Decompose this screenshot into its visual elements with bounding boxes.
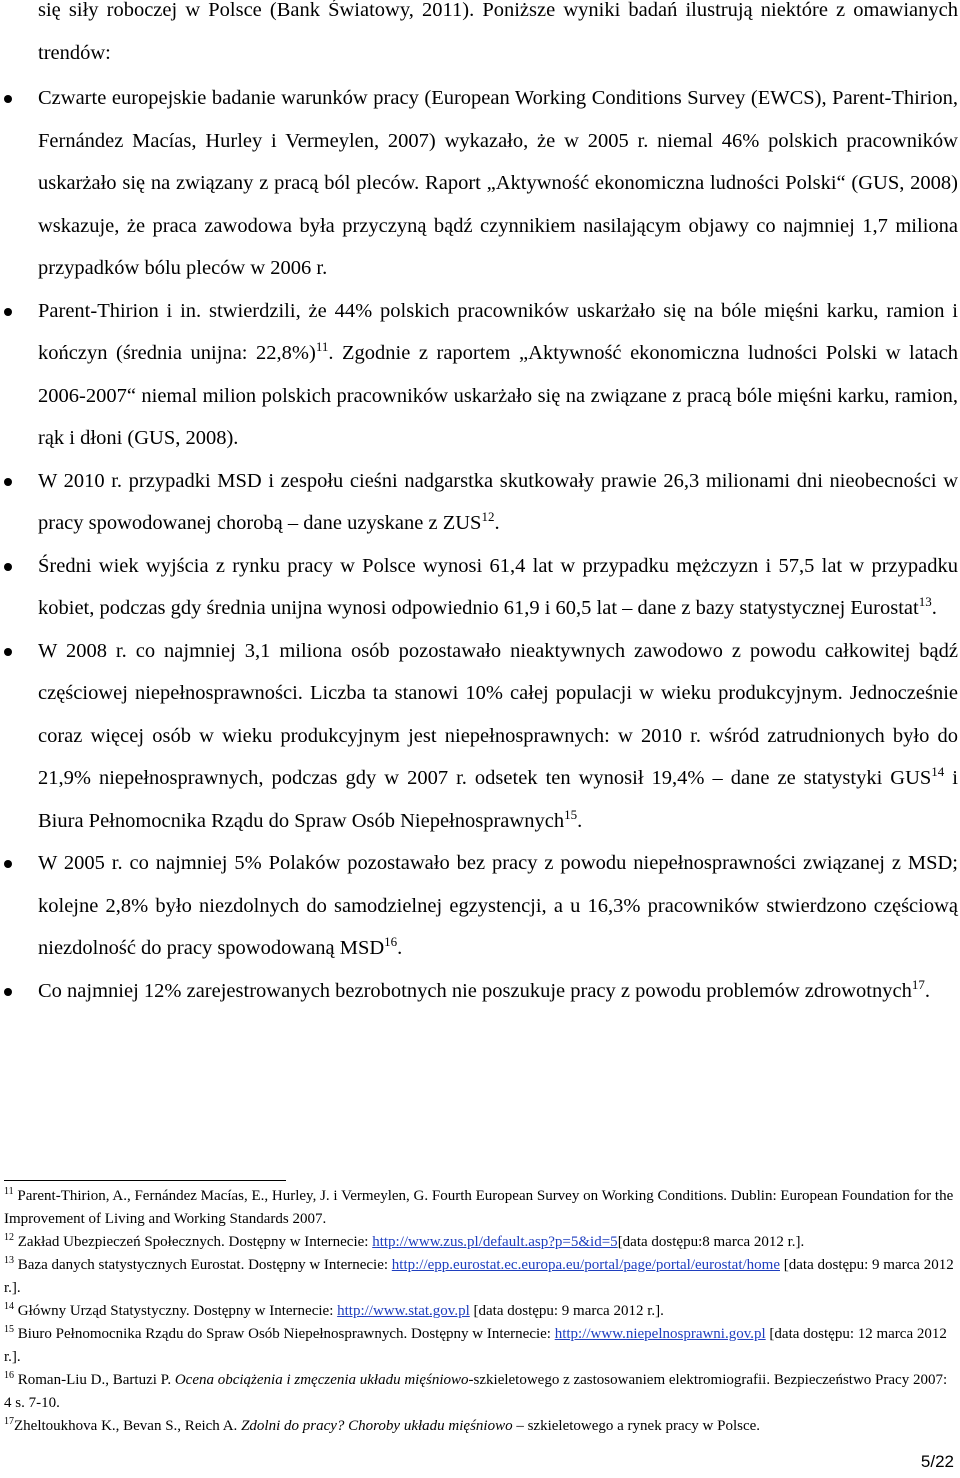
text-run: Czwarte europejskie badanie warunków pracy (European Working Conditions Survey (EWCS), Parent-Thirion, Fernández Macías, Hurley i Vermeylen, 2007) wykazało, że w 2005 r. niemal 46% polskich pracowników uskarżało się na związany z pracą ból pleców. Raport „Aktywność ekonomiczna ludności Polski“ (GUS, 2008) wskazuje, że praca zawodowa była przyczyną bądź czynnikiem nasilającym objawy co najmniej 1,7 miliona przypadków bólu pleców w 2006 r. — [38, 87, 958, 279]
text-run: Główny Urząd Statystyczny. Dostępny w Internecie: — [14, 1303, 338, 1319]
footnote-ref[interactable]: 17 — [911, 976, 925, 992]
bullet-item — [0, 77, 958, 290]
footnote-divider — [4, 1180, 286, 1181]
footnote-ref[interactable]: 16 — [384, 934, 398, 950]
intro-paragraph: się siły roboczej w Polsce (Bank Światowy, 2011). Poniższe wyniki badań ilustrują niektóre z omawianych trendów: — [38, 0, 958, 64]
text-run: i Biura Pełnomocnika Rządu do Spraw Osób Niepełnosprawnych — [38, 767, 959, 832]
footnote-ref[interactable]: 13 — [918, 594, 932, 610]
bullet-dot-icon — [4, 478, 12, 486]
text-run: Biuro Pełnomocnika Rządu do Spraw Osób Niepełnosprawnych. Dostępny w Internecie: — [14, 1326, 555, 1342]
bullet-item — [0, 630, 958, 843]
footnote-link[interactable]: http://epp.eurostat.ec.europa.eu/portal/page/portal/eurostat/home — [391, 1257, 780, 1273]
text-run: W 2008 r. co najmniej 3,1 miliona osób pozostawało nieaktywnych zawodowo z powodu całkowitej bądź częściowej niepełnosprawności. Liczba ta stanowi 10% całej populacji w wieku produkcyjnym. Jednocześnie coraz więcej osób w wieku produkcyjnym jest niepełnosprawnych: w 2010 r. wśród zatrudnionych było do 21,9% niepełnosprawnych, podczas gdy w 2007 r. odsetek ten wynosił 19,4% – dane ze statystyki GUS — [38, 639, 958, 789]
text-run: . — [931, 597, 937, 619]
text-run: -szkieletowego z zastosowaniem elektromiografii. Bezpieczeństwo Pracy 2007: 4 s. 7-10. — [4, 1372, 948, 1411]
text-run: [data dostępu: 9 marca 2012 r.]. — [4, 1257, 954, 1296]
text-run: [data dostępu: 12 marca 2012 r.]. — [4, 1326, 947, 1365]
footnote-link[interactable]: http://www.zus.pl/default.asp?p=5&id=5 — [372, 1234, 618, 1250]
text-run: . — [577, 809, 583, 832]
footnote-link[interactable]: http://www.niepelnosprawni.gov.pl — [554, 1326, 766, 1342]
footnote-16 — [4, 1369, 956, 1415]
bullet-text — [38, 545, 958, 630]
bullet-text — [38, 630, 958, 843]
footnote-15 — [4, 1323, 956, 1369]
italic-title: Ocena obciążenia i zmęczenia układu mięśniowo — [174, 1372, 469, 1388]
bullet-text — [38, 77, 958, 290]
bullet-dot-icon — [4, 860, 12, 868]
page-number: 5/22 — [920, 1452, 954, 1471]
footnote-number: 13 — [4, 1255, 14, 1266]
bullet-item — [0, 842, 958, 970]
text-run: . — [397, 937, 403, 959]
footnote-ref[interactable]: 11 — [315, 339, 329, 355]
footnote-12 — [4, 1231, 956, 1254]
text-run: – szkieletowego a rynek pracy w Polsce. — [512, 1418, 761, 1434]
text-run: Parent-Thirion, A., Fernández Macías, E., Hurley, J. i Vermeylen, G. Fourth European Survey on Working Conditions. Dublin: European Foundation for the Improvement of Living and Working Standards 2007. — [4, 1188, 954, 1227]
findings-list — [0, 77, 960, 1012]
footnote-ref[interactable]: 15 — [564, 806, 578, 822]
bullet-item — [0, 290, 958, 460]
footnote-number: 15 — [4, 1324, 14, 1335]
text-run: Zheltoukhova K., Bevan S., Reich A. — [14, 1418, 242, 1434]
text-run: W 2005 r. co najmniej 5% Polaków pozostawało bez pracy z powodu niepełnosprawności związanej z MSD; kolejne 2,8% było niezdolnych do samodzielnej egzystencji, a u 16,3% pracowników stwierdzono częściową niezdolność do pracy spowodowaną MSD — [38, 852, 958, 959]
bullet-dot-icon — [4, 563, 12, 571]
footnote-11 — [4, 1185, 956, 1231]
footnote-17 — [4, 1415, 956, 1438]
footnote-number: 14 — [4, 1301, 14, 1312]
bullet-text — [38, 460, 958, 545]
text-run: Średni wiek wyjścia z rynku pracy w Polsce wynosi 61,4 lat w przypadku mężczyzn i 57,5 lat w przypadku kobiet, podczas gdy średnia unijna wynosi odpowiednio 61,9 i 60,5 lat – dane z bazy statystycznej Eurostat — [38, 554, 958, 619]
bullet-dot-icon — [4, 308, 12, 316]
text-run: W 2010 r. przypadki MSD i zespołu cieśni nadgarstka skutkowały prawie 26,3 milionami dni nieobecności w pracy spowodowanej chorobą – dane uzyskane z ZUS — [38, 469, 958, 534]
footnote-13 — [4, 1254, 956, 1300]
text-run: [data dostępu:8 marca 2012 r.]. — [617, 1234, 805, 1250]
text-run: Co najmniej 12% zarejestrowanych bezrobotnych nie poszukuje pracy z powodu problemów zdrowotnych — [38, 979, 912, 1002]
footnote-14 — [4, 1300, 956, 1323]
footnote-ref[interactable]: 14 — [931, 764, 945, 780]
footnote-number: 12 — [4, 1232, 14, 1243]
bullet-dot-icon — [4, 95, 12, 103]
bullet-dot-icon — [4, 988, 12, 996]
text-run: . — [494, 512, 500, 534]
footnote-ref[interactable]: 12 — [481, 509, 495, 525]
italic-title: Zdolni do pracy? Choroby układu mięśniowo — [241, 1418, 513, 1434]
text-run: . — [924, 979, 930, 1002]
text-run: Parent-Thirion i in. stwierdzili, że 44% polskich pracowników uskarżało się na bóle mięśni karku, ramion i kończyn (średnia unijna: 22,8%) — [38, 299, 958, 364]
bullet-item — [0, 545, 958, 630]
bullet-text — [38, 970, 958, 1013]
text-run: Baza danych statystycznych Eurostat. Dostępny w Internecie: — [14, 1257, 392, 1273]
text-run: Roman-Liu D., Bartuzi P. — [14, 1372, 175, 1388]
footnotes — [4, 1185, 956, 1438]
footnote-number: 11 — [4, 1186, 14, 1197]
footnote-link[interactable]: http://www.stat.gov.pl — [337, 1303, 470, 1319]
bullet-item — [0, 970, 958, 1013]
text-run: Zakład Ubezpieczeń Społecznych. Dostępny w Internecie: — [14, 1234, 373, 1250]
footnote-number: 17 — [4, 1416, 14, 1427]
bullet-item — [0, 460, 958, 545]
bullet-dot-icon — [4, 648, 12, 656]
footnote-number: 16 — [4, 1370, 14, 1381]
text-run: . Zgodnie z raportem „Aktywność ekonomiczna ludności Polski w latach 2006-2007“ niemal milion polskich pracowników uskarżało się na związane z pracą bóle mięśni karku, ramion, rąk i dłoni (GUS, 2008). — [38, 342, 958, 449]
text-run: [data dostępu: 9 marca 2012 r.]. — [469, 1303, 664, 1319]
bullet-text — [38, 290, 958, 460]
bullet-text — [38, 842, 958, 970]
